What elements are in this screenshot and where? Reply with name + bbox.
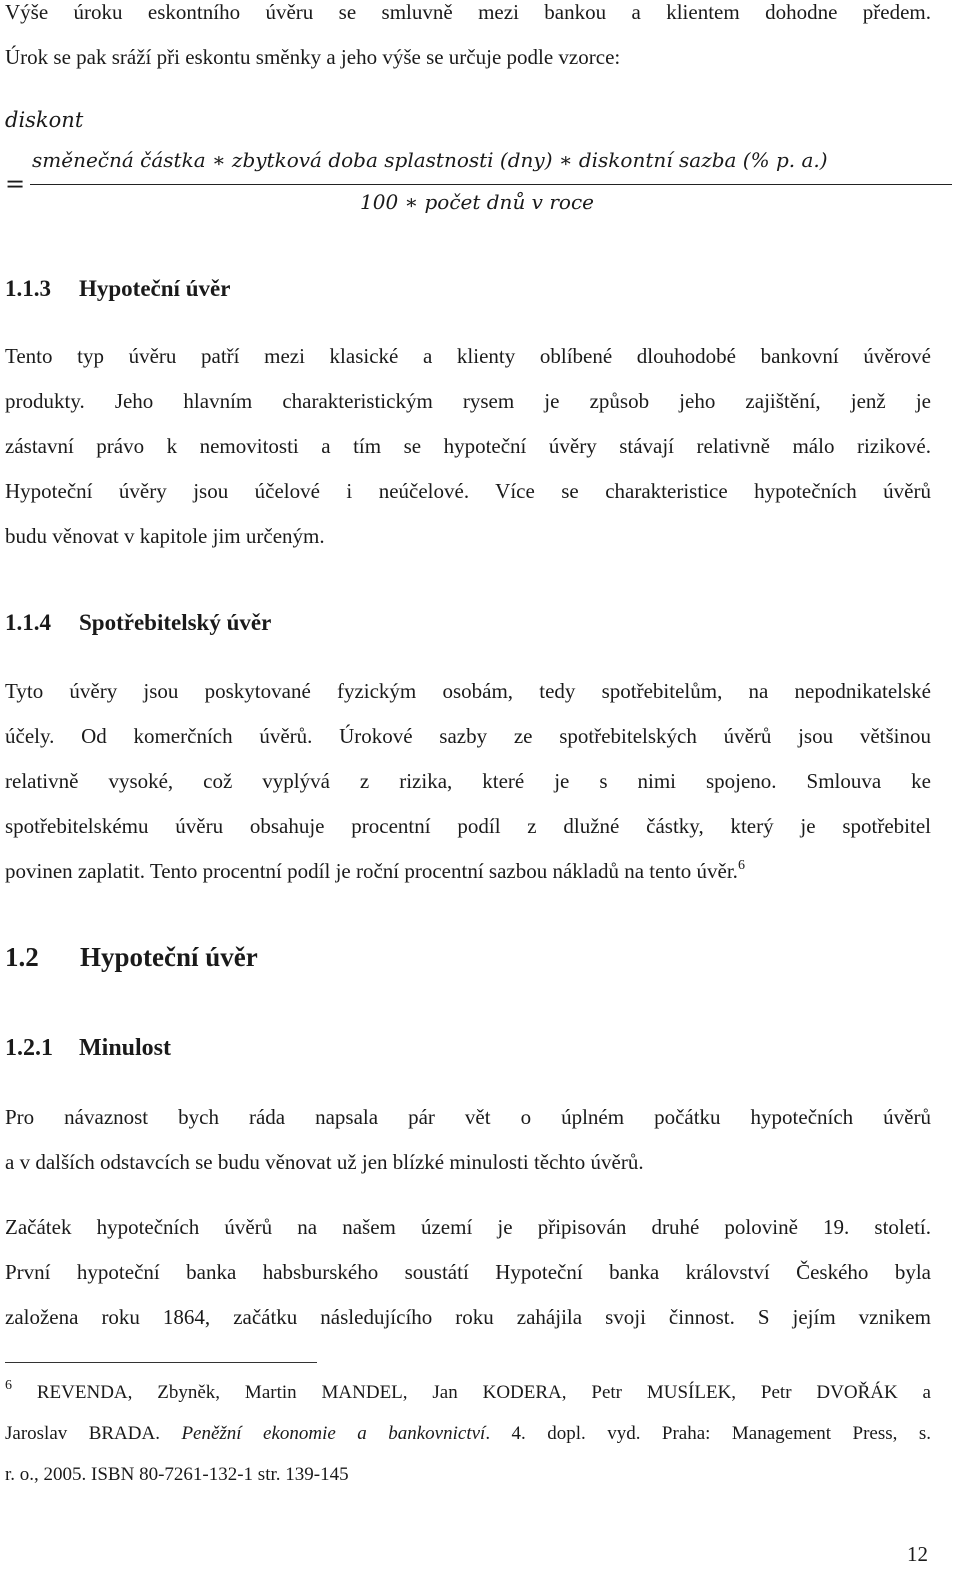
text-line: Tyto úvěry jsou poskytované fyzickým osobám, tedy spotřebitelům, na nepodnikatelské [5,679,931,703]
section-title: Hypoteční úvěr [80,942,258,972]
footnote-separator [5,1362,317,1363]
footnote-book-title: Peněžní ekonomie a bankovnictví [181,1423,486,1444]
text-line: a v dalších odstavcích se budu věnovat už jen blízké minulosti těchto úvěrů. [5,1150,644,1174]
text-line: zástavní právo k nemovitosti a tím se hypoteční úvěry stávají relativně málo rizikové. [5,434,931,458]
text-line: Výše úroku eskontního úvěru se smluvně mezi bankou a klientem dohodne předem. [5,0,931,24]
footnote-mark: 6 [5,1378,12,1393]
footnote-line: r. o., 2005. ISBN 80-7261-132-1 str. 139-145 [5,1464,349,1485]
section-heading-1-2-1 [5,1035,171,1062]
section-title: Minulost [79,1035,172,1061]
section-number: 1.2.1 [5,1035,53,1061]
text-line: Hypoteční úvěry jsou účelové i neúčelové. Více se charakteristice hypotečních úvěrů [5,479,931,503]
section-1-1-4-paragraph [5,669,931,894]
footnote-text: . 4. dopl. vyd. Praha: Management Press, s. [485,1423,931,1444]
section-title: Spotřebitelský úvěr [79,610,272,635]
page-number: 12 [907,1542,928,1566]
footnote-line [5,1413,931,1454]
section-number: 1.1.4 [5,610,51,635]
text-line: spotřebitelskému úvěru obsahuje procentní podíl z dlužné částky, který je spotřebitel [5,814,931,838]
formula-equals: = [5,170,26,198]
footnote-reference[interactable]: 6 [737,858,745,873]
section-heading-1-1-4 [5,610,271,636]
text-line: relativně vysoké, což vyplývá z rizika, které je s nimi spojeno. Smlouva ke [5,769,931,793]
section-1-2-1-paragraph-1 [5,1095,931,1185]
section-heading-1-2 [5,942,258,973]
section-number: 1.2 [5,942,39,972]
text-line: Začátek hypotečních úvěrů na našem území je připisován druhé polovině 19. století. [5,1215,931,1239]
intro-paragraph [5,0,931,80]
text-line: Pro návaznost bych ráda napsala pár vět o úplném počátku hypotečních úvěrů [5,1105,931,1129]
section-1-2-1-paragraph-2 [5,1205,931,1340]
text-line: založena roku 1864, začátku následujícího roku zahájila svoji činnost. S jejím vznikem [5,1305,931,1329]
text-line [5,849,931,894]
fraction-bar [30,184,952,185]
text-line: budu věnovat v kapitole jim určeným. [5,524,325,548]
footnote-line [5,1372,931,1413]
section-title: Hypoteční úvěr [79,276,231,301]
formula-denominator: 100 ∗ počet dnů v roce [360,190,594,214]
section-heading-1-1-3 [5,276,230,302]
text-line: Tento typ úvěru patří mezi klasické a klienty oblíbené dlouhodobé bankovní úvěrové [5,344,931,368]
text-line: Úrok se pak sráží při eskontu směnky a jeho výše se určuje podle vzorce: [5,45,621,69]
footnote-text: REVENDA, Zbyněk, Martin MANDEL, Jan KODERA, Petr MUSÍLEK, Petr DVOŘÁK a [36,1382,931,1403]
formula-numerator: směnečná částka ∗ zbytková doba splastnosti (dny) ∗ diskontní sazba (% p. a.) [32,148,828,172]
footnote [5,1372,931,1495]
formula-lhs: diskont [5,108,84,132]
section-number: 1.1.3 [5,276,51,301]
text-line: účely. Od komerčních úvěrů. Úrokové sazby ze spotřebitelských úvěrů jsou většinou [5,724,931,748]
text-line-content: povinen zaplatit. Tento procentní podíl je roční procentní sazbou nákladů na tento úvěr. [5,859,738,883]
footnote-text: Jaroslav BRADA. [5,1423,182,1444]
text-line: produkty. Jeho hlavním charakteristickým rysem je způsob jeho zajištění, jenž je [5,389,931,413]
section-1-1-3-paragraph [5,334,931,559]
text-line: První hypoteční banka habsburského soustátí Hypoteční banka království Českého byla [5,1260,931,1284]
